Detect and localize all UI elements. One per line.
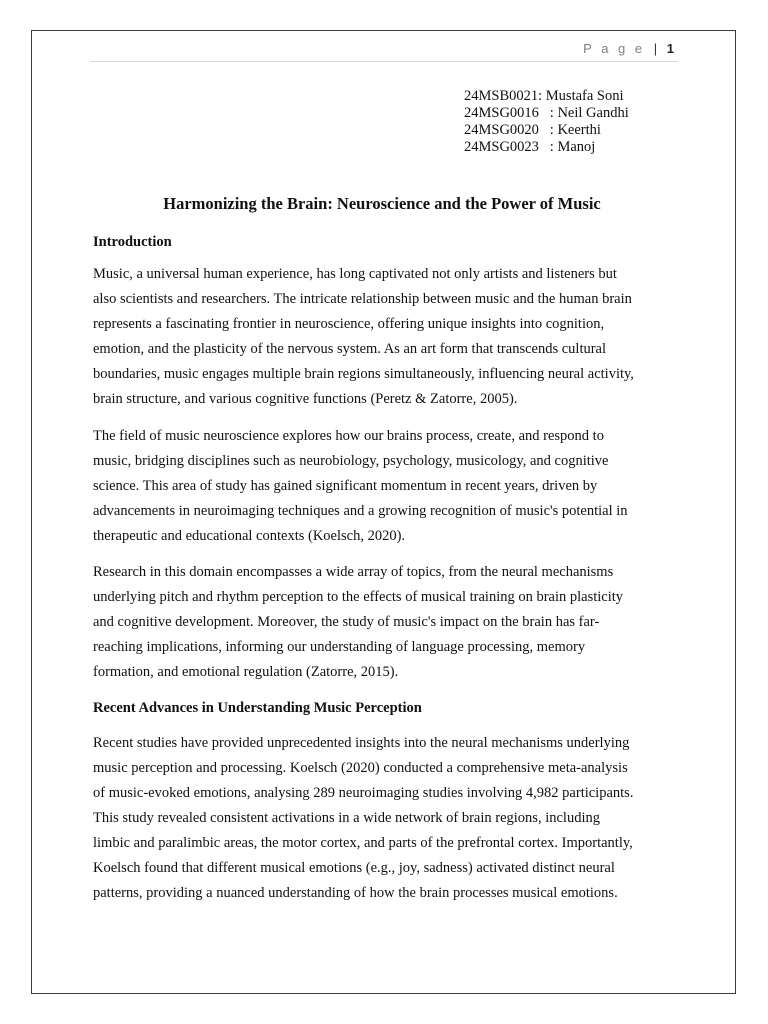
page-separator: | [653,41,658,56]
text-line: advancements in neuroimaging techniques and a growing recognition of music's potential in [93,503,628,519]
page-number: 1 [666,41,674,56]
text-line: Research in this domain encompasses a wide array of topics, from the neural mechanisms [93,564,614,580]
paragraph [93,424,673,549]
text-line: boundaries, music engages multiple brain regions simultaneously, influencing neural activity, [93,366,634,382]
text-line: music perception and processing. Koelsch (2020) conducted a comprehensive meta-analysis [93,760,628,776]
page-label: P a g e [583,41,646,56]
section-heading-introduction: Introduction [93,234,172,250]
text-line: Music, a universal human experience, has long captivated not only artists and listeners but [93,266,617,282]
text-line: This study revealed consistent activations in a wide network of brain regions, including [93,810,600,826]
page-number-label [583,41,674,56]
paragraph [93,262,673,412]
text-line: also scientists and researchers. The intricate relationship between music and the human brain [93,291,632,307]
author-entry: 24MSG0023 : Manoj [464,139,596,155]
text-line: Recent studies have provided unprecedented insights into the neural mechanisms underlying [93,735,630,751]
text-line: formation, and emotional regulation (Zatorre, 2015). [93,664,399,680]
text-line: limbic and paralimbic areas, the motor cortex, and parts of the prefrontal cortex. Importantly, [93,835,633,851]
text-line: therapeutic and educational contexts (Koelsch, 2020). [93,528,406,544]
paragraph [93,560,673,685]
author-list [464,88,629,156]
author-entry: 24MSG0016 : Neil Gandhi [464,105,629,121]
text-line: of music-evoked emotions, analysing 289 neuroimaging studies involving 4,982 participants. [93,785,634,801]
paragraph [93,731,673,906]
section-heading-recent-advances: Recent Advances in Understanding Music Perception [93,700,422,716]
text-line: represents a fascinating frontier in neuroscience, offering unique insights into cognition, [93,316,605,332]
text-line: underlying pitch and rhythm perception to the effects of musical training on brain plasticity [93,589,624,605]
text-line: science. This area of study has gained significant momentum in recent years, driven by [93,478,598,494]
author-entry: 24MSG0020 : Keerthi [464,122,601,138]
text-line: The field of music neuroscience explores how our brains process, create, and respond to [93,428,604,444]
text-line: emotion, and the plasticity of the nervous system. As an art form that transcends cultural [93,341,607,357]
document-title: Harmonizing the Brain: Neuroscience and the Power of Music [163,194,601,213]
text-line: patterns, providing a nuanced understanding of how the brain processes musical emotions. [93,885,618,901]
text-line: Koelsch found that different musical emotions (e.g., joy, sadness) activated distinct neural [93,860,615,876]
text-line: reaching implications, informing our understanding of language processing, memory [93,639,586,655]
text-line: music, bridging disciplines such as neurobiology, psychology, musicology, and cognitive [93,453,609,469]
text-line: and cognitive development. Moreover, the study of music's impact on the brain has far- [93,614,600,630]
page-header [90,41,678,62]
author-entry: 24MSB0021: Mustafa Soni [464,88,624,104]
text-line: brain structure, and various cognitive functions (Peretz & Zatorre, 2005). [93,391,518,407]
